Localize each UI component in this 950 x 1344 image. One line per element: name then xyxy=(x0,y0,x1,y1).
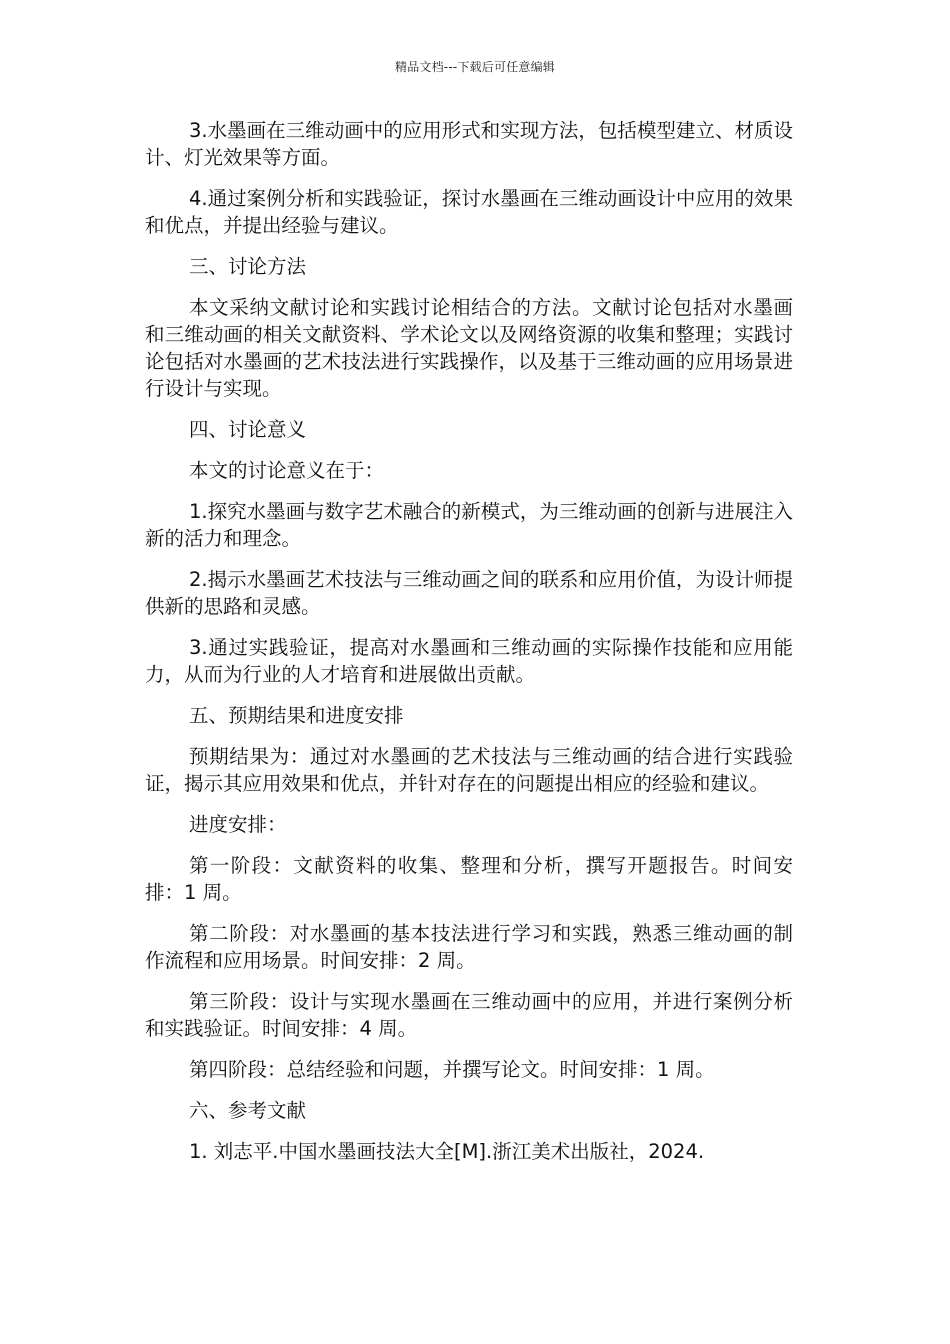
section-heading-methods: 三、讨论方法 xyxy=(189,255,307,278)
schedule-phase-3: 第三阶段：设计与实现水墨画在三维动画中的应用，并进行案例分析和实践验证。时间安排：4 周。 xyxy=(145,990,793,1040)
list-item-significance-2: 2.揭示水墨画艺术技法与三维动画之间的联系和应用价值，为设计师提供新的思路和灵感。 xyxy=(145,568,793,618)
page-header: 精品文档---下载后可任意编辑 xyxy=(395,60,555,74)
list-item-significance-3: 3.通过实践验证，提高对水墨画和三维动画的实际操作技能和应用能力，从而为行业的人才培育和进展做出贡献。 xyxy=(145,636,793,686)
expected-results-paragraph: 预期结果为：通过对水墨画的艺术技法与三维动画的结合进行实践验证，揭示其应用效果和优点，并针对存在的问题提出相应的经验和建议。 xyxy=(145,745,793,795)
list-item-significance-1: 1.探究水墨画与数字艺术融合的新模式，为三维动画的创新与进展注入新的活力和理念。 xyxy=(145,500,793,550)
section-heading-references: 六、参考文献 xyxy=(189,1099,307,1122)
schedule-phase-4: 第四阶段：总结经验和问题，并撰写论文。时间安排：1 周。 xyxy=(189,1058,715,1081)
document-body xyxy=(145,117,793,1179)
schedule-heading: 进度安排： xyxy=(189,813,287,836)
list-item-objective-4: 4.通过案例分析和实践验证，探讨水墨画在三维动画设计中应用的效果和优点，并提出经验与建议。 xyxy=(145,187,793,237)
schedule-phase-1: 第一阶段：文献资料的收集、整理和分析，撰写开题报告。时间安排：1 周。 xyxy=(145,854,793,904)
methods-paragraph: 本文采纳文献讨论和实践讨论相结合的方法。文献讨论包括对水墨画和三维动画的相关文献资料、学术论文以及网络资源的收集和整理；实践讨论包括对水墨画的艺术技法进行实践操作，以及基于三维动画的应用场景进行设计与实现。 xyxy=(145,296,793,400)
section-heading-significance: 四、讨论意义 xyxy=(189,418,307,441)
reference-item-1: 1. 刘志平.中国水墨画技法大全[M].浙江美术出版社，2024. xyxy=(189,1140,705,1163)
list-item-objective-3: 3.水墨画在三维动画中的应用形式和实现方法，包括模型建立、材质设计、灯光效果等方面。 xyxy=(145,119,793,169)
schedule-phase-2: 第二阶段：对水墨画的基本技法进行学习和实践，熟悉三维动画的制作流程和应用场景。时间安排：2 周。 xyxy=(145,922,793,972)
section-heading-results-schedule: 五、预期结果和进度安排 xyxy=(189,704,404,727)
significance-intro: 本文的讨论意义在于： xyxy=(189,459,385,482)
